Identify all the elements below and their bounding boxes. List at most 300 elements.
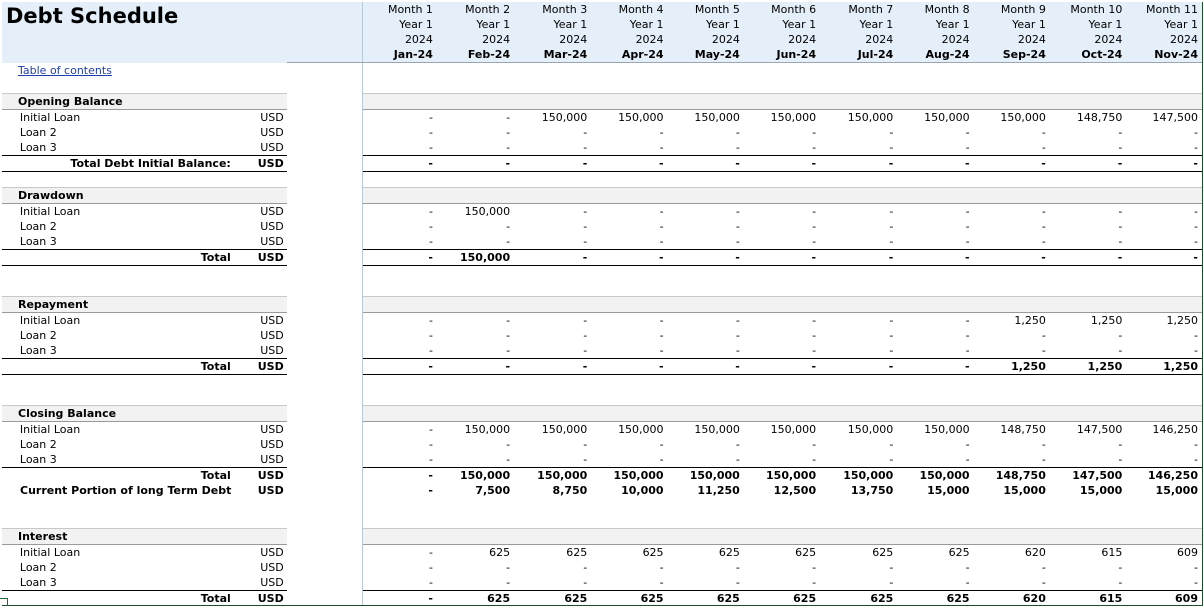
empty-cell[interactable]	[744, 390, 820, 406]
value-cell[interactable]: -	[1041, 344, 1046, 357]
value-cell[interactable]: -	[889, 438, 894, 451]
empty-cell[interactable]	[591, 297, 667, 313]
value-cell[interactable]: -	[812, 561, 817, 574]
empty-cell[interactable]	[668, 498, 744, 513]
empty-cell[interactable]	[1126, 281, 1202, 297]
empty-cell[interactable]	[362, 498, 437, 513]
empty-cell[interactable]	[362, 63, 437, 79]
value-cell[interactable]: -	[1194, 438, 1198, 451]
total-value-cell[interactable]: 625	[437, 591, 514, 607]
empty-cell[interactable]	[974, 375, 1050, 391]
empty-cell[interactable]	[591, 513, 667, 529]
total-value-cell[interactable]: -	[974, 156, 1050, 172]
empty-cell[interactable]	[1050, 172, 1126, 188]
value-cell[interactable]: 150,000	[770, 423, 817, 436]
header-date-9[interactable]: Sep-24	[974, 47, 1050, 63]
value-cell[interactable]: 150,000	[541, 423, 588, 436]
total-value-cell[interactable]: 1,250	[974, 359, 1050, 375]
empty-cell[interactable]	[1126, 513, 1202, 529]
value-cell[interactable]: -	[428, 205, 433, 218]
value-cell[interactable]: -	[428, 314, 433, 327]
value-cell[interactable]: -	[1041, 438, 1046, 451]
value-cell[interactable]: -	[428, 546, 433, 559]
total-value-cell[interactable]: 150,000	[437, 250, 514, 266]
empty-cell[interactable]	[362, 281, 437, 297]
value-cell[interactable]: -	[965, 220, 970, 233]
header-year-5[interactable]: Year 1	[668, 17, 744, 32]
empty-cell[interactable]	[362, 94, 437, 110]
empty-cell[interactable]	[897, 94, 973, 110]
empty-cell[interactable]	[514, 513, 591, 529]
value-cell[interactable]: -	[1041, 141, 1046, 154]
empty-cell[interactable]	[744, 188, 820, 204]
value-cell[interactable]: -	[1194, 453, 1198, 466]
value-cell[interactable]: -	[735, 329, 740, 342]
total-value-cell[interactable]: 147,500	[1050, 468, 1126, 484]
value-cell[interactable]: -	[583, 344, 588, 357]
total-value-cell[interactable]: -	[514, 359, 591, 375]
value-cell[interactable]: -	[812, 438, 817, 451]
total-value-cell[interactable]: -	[1126, 250, 1202, 266]
current-portion-value-cell[interactable]: 15,000	[927, 484, 970, 497]
empty-cell[interactable]	[591, 188, 667, 204]
header-month-9[interactable]: Month 9	[974, 2, 1050, 17]
header-year-10[interactable]: Year 1	[1050, 17, 1126, 32]
value-cell[interactable]: 150,000	[847, 423, 894, 436]
empty-cell[interactable]	[974, 297, 1050, 313]
header-month-11[interactable]: Month 11	[1126, 2, 1202, 17]
value-cell[interactable]: -	[965, 344, 970, 357]
empty-cell[interactable]	[820, 375, 897, 391]
empty-cell[interactable]	[974, 513, 1050, 529]
value-cell[interactable]: -	[889, 235, 894, 248]
header-year-7[interactable]: Year 1	[820, 17, 897, 32]
empty-cell[interactable]	[820, 406, 897, 422]
value-cell[interactable]: -	[735, 438, 740, 451]
empty-cell[interactable]	[744, 375, 820, 391]
value-cell[interactable]: -	[1194, 205, 1198, 218]
current-portion-value-cell[interactable]: 7,500	[475, 484, 511, 497]
empty-cell[interactable]	[437, 266, 514, 282]
empty-cell[interactable]	[362, 172, 437, 188]
value-cell[interactable]: -	[1118, 141, 1123, 154]
empty-cell[interactable]	[820, 188, 897, 204]
empty-cell[interactable]	[668, 188, 744, 204]
value-cell[interactable]: -	[812, 141, 817, 154]
header-fy-8[interactable]: 2024	[897, 32, 973, 47]
empty-cell[interactable]	[1050, 63, 1126, 79]
value-cell[interactable]: -	[583, 314, 588, 327]
total-value-cell[interactable]: 150,000	[591, 468, 667, 484]
empty-cell[interactable]	[820, 390, 897, 406]
current-portion-value-cell[interactable]: 15,000	[1155, 484, 1198, 497]
value-cell[interactable]: 615	[1101, 546, 1123, 559]
current-portion-value-cell[interactable]: 12,500	[773, 484, 817, 497]
header-fy-6[interactable]: 2024	[744, 32, 820, 47]
value-cell[interactable]: -	[1041, 453, 1046, 466]
empty-cell[interactable]	[897, 281, 973, 297]
value-cell[interactable]: -	[812, 205, 817, 218]
empty-cell[interactable]	[820, 78, 897, 94]
value-cell[interactable]: -	[812, 453, 817, 466]
empty-cell[interactable]	[744, 266, 820, 282]
header-month-3[interactable]: Month 3	[514, 2, 591, 17]
value-cell[interactable]: -	[812, 235, 817, 248]
empty-cell[interactable]	[668, 281, 744, 297]
empty-cell[interactable]	[591, 375, 667, 391]
value-cell[interactable]: 150,000	[1000, 111, 1046, 124]
value-cell[interactable]: 620	[1024, 546, 1046, 559]
value-cell[interactable]: 150,000	[694, 423, 740, 436]
value-cell[interactable]: -	[735, 235, 740, 248]
empty-cell[interactable]	[437, 406, 514, 422]
empty-cell[interactable]	[437, 188, 514, 204]
empty-cell[interactable]	[514, 281, 591, 297]
empty-cell[interactable]	[514, 78, 591, 94]
total-value-cell[interactable]: 150,000	[820, 468, 897, 484]
value-cell[interactable]: 150,000	[464, 205, 511, 218]
empty-cell[interactable]	[514, 390, 591, 406]
empty-cell[interactable]	[1126, 375, 1202, 391]
total-value-cell[interactable]: 625	[591, 591, 667, 607]
empty-cell[interactable]	[744, 498, 820, 513]
header-fy-10[interactable]: 2024	[1050, 32, 1126, 47]
current-portion-value-cell[interactable]: 13,750	[850, 484, 894, 497]
value-cell[interactable]: -	[1194, 344, 1198, 357]
value-cell[interactable]: -	[583, 141, 588, 154]
value-cell[interactable]: 625	[566, 546, 588, 559]
header-date-4[interactable]: Apr-24	[591, 47, 667, 63]
total-value-cell[interactable]: 148,750	[974, 468, 1050, 484]
value-cell[interactable]: -	[1041, 329, 1046, 342]
header-month-5[interactable]: Month 5	[668, 2, 744, 17]
empty-cell[interactable]	[897, 78, 973, 94]
empty-cell[interactable]	[744, 281, 820, 297]
empty-cell[interactable]	[974, 94, 1050, 110]
value-cell[interactable]: -	[735, 220, 740, 233]
empty-cell[interactable]	[514, 266, 591, 282]
header-date-1[interactable]: Jan-24	[362, 47, 437, 63]
header-month-7[interactable]: Month 7	[820, 2, 897, 17]
empty-cell[interactable]	[744, 297, 820, 313]
empty-cell[interactable]	[1050, 94, 1126, 110]
total-value-cell[interactable]: 620	[974, 591, 1050, 607]
empty-cell[interactable]	[668, 513, 744, 529]
total-value-cell[interactable]: 150,000	[514, 468, 591, 484]
value-cell[interactable]: -	[659, 220, 664, 233]
header-year-9[interactable]: Year 1	[974, 17, 1050, 32]
value-cell[interactable]: 150,000	[541, 111, 588, 124]
value-cell[interactable]: -	[812, 344, 817, 357]
empty-cell[interactable]	[1050, 78, 1126, 94]
value-cell[interactable]: -	[428, 220, 433, 233]
value-cell[interactable]: 150,000	[770, 111, 817, 124]
empty-cell[interactable]	[591, 63, 667, 79]
empty-cell[interactable]	[1050, 513, 1126, 529]
value-cell[interactable]: -	[1194, 126, 1198, 139]
value-cell[interactable]: -	[1041, 220, 1046, 233]
header-year-4[interactable]: Year 1	[591, 17, 667, 32]
header-year-11[interactable]: Year 1	[1126, 17, 1202, 32]
value-cell[interactable]: -	[1118, 329, 1123, 342]
empty-cell[interactable]	[437, 529, 514, 545]
value-cell[interactable]: -	[1118, 220, 1123, 233]
value-cell[interactable]: -	[583, 576, 588, 589]
current-portion-value-cell[interactable]: 15,000	[1003, 484, 1046, 497]
total-value-cell[interactable]: -	[1050, 156, 1126, 172]
header-fy-2[interactable]: 2024	[437, 32, 514, 47]
empty-cell[interactable]	[744, 78, 820, 94]
value-cell[interactable]: -	[428, 111, 433, 124]
header-date-7[interactable]: Jul-24	[820, 47, 897, 63]
empty-cell[interactable]	[974, 63, 1050, 79]
empty-cell[interactable]	[897, 297, 973, 313]
empty-cell[interactable]	[974, 406, 1050, 422]
value-cell[interactable]: -	[812, 576, 817, 589]
header-month-10[interactable]: Month 10	[1050, 2, 1126, 17]
header-fy-4[interactable]: 2024	[591, 32, 667, 47]
empty-cell[interactable]	[897, 266, 973, 282]
total-value-cell[interactable]: -	[897, 250, 973, 266]
header-year-1[interactable]: Year 1	[362, 17, 437, 32]
value-cell[interactable]: -	[428, 453, 433, 466]
value-cell[interactable]: 150,000	[618, 423, 664, 436]
header-date-11[interactable]: Nov-24	[1126, 47, 1202, 63]
value-cell[interactable]: -	[889, 344, 894, 357]
value-cell[interactable]: -	[1041, 576, 1046, 589]
value-cell[interactable]: -	[506, 438, 511, 451]
value-cell[interactable]: -	[812, 329, 817, 342]
header-fy-5[interactable]: 2024	[668, 32, 744, 47]
empty-cell[interactable]	[1050, 390, 1126, 406]
value-cell[interactable]: -	[735, 126, 740, 139]
empty-cell[interactable]	[744, 172, 820, 188]
empty-cell[interactable]	[514, 406, 591, 422]
header-date-2[interactable]: Feb-24	[437, 47, 514, 63]
empty-cell[interactable]	[974, 390, 1050, 406]
total-value-cell[interactable]: -	[744, 359, 820, 375]
value-cell[interactable]: -	[889, 141, 894, 154]
value-cell[interactable]: -	[1118, 205, 1123, 218]
header-year-8[interactable]: Year 1	[897, 17, 973, 32]
header-month-6[interactable]: Month 6	[744, 2, 820, 17]
value-cell[interactable]: -	[659, 141, 664, 154]
value-cell[interactable]: -	[583, 561, 588, 574]
value-cell[interactable]: 147,500	[1076, 423, 1123, 436]
value-cell[interactable]: -	[428, 329, 433, 342]
value-cell[interactable]: -	[735, 314, 740, 327]
empty-cell[interactable]	[514, 529, 591, 545]
value-cell[interactable]: -	[965, 235, 970, 248]
total-value-cell[interactable]: -	[820, 359, 897, 375]
empty-cell[interactable]	[668, 78, 744, 94]
value-cell[interactable]: -	[583, 126, 588, 139]
empty-cell[interactable]	[591, 266, 667, 282]
value-cell[interactable]: -	[583, 453, 588, 466]
empty-cell[interactable]	[1126, 78, 1202, 94]
empty-cell[interactable]	[1050, 529, 1126, 545]
header-fy-1[interactable]: 2024	[362, 32, 437, 47]
value-cell[interactable]: -	[428, 141, 433, 154]
empty-cell[interactable]	[591, 498, 667, 513]
value-cell[interactable]: -	[659, 329, 664, 342]
empty-cell[interactable]	[1126, 390, 1202, 406]
empty-cell[interactable]	[1126, 172, 1202, 188]
value-cell[interactable]: -	[889, 453, 894, 466]
value-cell[interactable]: -	[735, 205, 740, 218]
header-date-3[interactable]: Mar-24	[514, 47, 591, 63]
empty-cell[interactable]	[1126, 406, 1202, 422]
total-value-cell[interactable]: 625	[820, 591, 897, 607]
total-value-cell[interactable]: -	[591, 156, 667, 172]
total-value-cell[interactable]: -	[591, 359, 667, 375]
value-cell[interactable]: -	[506, 111, 511, 124]
empty-cell[interactable]	[668, 63, 744, 79]
current-portion-value-cell[interactable]: 11,250	[697, 484, 740, 497]
value-cell[interactable]: -	[965, 453, 970, 466]
value-cell[interactable]: -	[428, 235, 433, 248]
value-cell[interactable]: -	[1041, 561, 1046, 574]
value-cell[interactable]: 625	[718, 546, 740, 559]
value-cell[interactable]: -	[1041, 235, 1046, 248]
value-cell[interactable]: -	[889, 205, 894, 218]
value-cell[interactable]: 625	[948, 546, 970, 559]
value-cell[interactable]: -	[506, 329, 511, 342]
current-portion-value-cell[interactable]: 8,750	[552, 484, 588, 497]
header-date-5[interactable]: May-24	[668, 47, 744, 63]
total-value-cell[interactable]: 609	[1126, 591, 1202, 607]
value-cell[interactable]: -	[583, 205, 588, 218]
empty-cell[interactable]	[744, 63, 820, 79]
value-cell[interactable]: -	[1041, 126, 1046, 139]
value-cell[interactable]: 150,000	[847, 111, 894, 124]
value-cell[interactable]: -	[659, 561, 664, 574]
empty-cell[interactable]	[514, 188, 591, 204]
total-value-cell[interactable]: -	[362, 250, 437, 266]
value-cell[interactable]: -	[965, 314, 970, 327]
value-cell[interactable]: -	[659, 576, 664, 589]
empty-cell[interactable]	[437, 172, 514, 188]
value-cell[interactable]: -	[583, 329, 588, 342]
empty-cell[interactable]	[1050, 281, 1126, 297]
total-value-cell[interactable]: -	[437, 359, 514, 375]
value-cell[interactable]: -	[506, 141, 511, 154]
empty-cell[interactable]	[668, 529, 744, 545]
header-year-2[interactable]: Year 1	[437, 17, 514, 32]
value-cell[interactable]: 625	[795, 546, 817, 559]
value-cell[interactable]: -	[659, 438, 664, 451]
total-value-cell[interactable]: 615	[1050, 591, 1126, 607]
current-portion-value-cell[interactable]: 15,000	[1079, 484, 1123, 497]
empty-cell[interactable]	[974, 498, 1050, 513]
value-cell[interactable]: 625	[489, 546, 511, 559]
empty-cell[interactable]	[897, 513, 973, 529]
total-value-cell[interactable]: -	[362, 591, 437, 607]
value-cell[interactable]: -	[1194, 561, 1198, 574]
empty-cell[interactable]	[668, 390, 744, 406]
value-cell[interactable]: -	[506, 235, 511, 248]
value-cell[interactable]: -	[1118, 235, 1123, 248]
empty-cell[interactable]	[1050, 266, 1126, 282]
header-month-1[interactable]: Month 1	[362, 2, 437, 17]
empty-cell[interactable]	[668, 94, 744, 110]
empty-cell[interactable]	[744, 513, 820, 529]
empty-cell[interactable]	[820, 266, 897, 282]
total-value-cell[interactable]: 625	[744, 591, 820, 607]
empty-cell[interactable]	[437, 375, 514, 391]
value-cell[interactable]: -	[428, 126, 433, 139]
value-cell[interactable]: -	[583, 220, 588, 233]
total-value-cell[interactable]: 150,000	[437, 468, 514, 484]
empty-cell[interactable]	[897, 498, 973, 513]
total-value-cell[interactable]: -	[668, 250, 744, 266]
total-value-cell[interactable]: 150,000	[744, 468, 820, 484]
value-cell[interactable]: 150,000	[464, 423, 511, 436]
total-value-cell[interactable]: -	[668, 359, 744, 375]
value-cell[interactable]: -	[735, 141, 740, 154]
value-cell[interactable]: -	[428, 561, 433, 574]
value-cell[interactable]: -	[812, 314, 817, 327]
value-cell[interactable]: -	[1194, 235, 1198, 248]
empty-cell[interactable]	[1126, 188, 1202, 204]
value-cell[interactable]: -	[506, 576, 511, 589]
empty-cell[interactable]	[668, 406, 744, 422]
table-of-contents-link[interactable]: Table of contents	[18, 63, 112, 77]
header-date-6[interactable]: Jun-24	[744, 47, 820, 63]
empty-cell[interactable]	[362, 513, 437, 529]
empty-cell[interactable]	[591, 172, 667, 188]
empty-cell[interactable]	[820, 513, 897, 529]
total-value-cell[interactable]: 625	[514, 591, 591, 607]
value-cell[interactable]: -	[812, 220, 817, 233]
total-value-cell[interactable]: -	[668, 156, 744, 172]
empty-cell[interactable]	[1126, 297, 1202, 313]
empty-cell[interactable]	[820, 63, 897, 79]
empty-cell[interactable]	[362, 529, 437, 545]
value-cell[interactable]: 609	[1177, 546, 1198, 559]
empty-cell[interactable]	[668, 172, 744, 188]
value-cell[interactable]: -	[428, 576, 433, 589]
value-cell[interactable]: -	[1194, 329, 1198, 342]
total-value-cell[interactable]: 625	[897, 591, 973, 607]
value-cell[interactable]: -	[889, 220, 894, 233]
value-cell[interactable]: -	[965, 438, 970, 451]
value-cell[interactable]: -	[812, 126, 817, 139]
total-value-cell[interactable]: -	[362, 359, 437, 375]
header-year-6[interactable]: Year 1	[744, 17, 820, 32]
value-cell[interactable]: -	[506, 561, 511, 574]
empty-cell[interactable]	[897, 529, 973, 545]
total-value-cell[interactable]: -	[514, 156, 591, 172]
header-month-8[interactable]: Month 8	[897, 2, 973, 17]
value-cell[interactable]: -	[1118, 438, 1123, 451]
empty-cell[interactable]	[437, 390, 514, 406]
total-value-cell[interactable]: -	[362, 156, 437, 172]
value-cell[interactable]: -	[965, 561, 970, 574]
empty-cell[interactable]	[362, 266, 437, 282]
value-cell[interactable]: -	[889, 561, 894, 574]
empty-cell[interactable]	[897, 188, 973, 204]
value-cell[interactable]: 148,750	[1076, 111, 1123, 124]
total-value-cell[interactable]: -	[897, 359, 973, 375]
value-cell[interactable]: 150,000	[694, 111, 740, 124]
value-cell[interactable]: -	[506, 220, 511, 233]
value-cell[interactable]: -	[659, 453, 664, 466]
empty-cell[interactable]	[514, 297, 591, 313]
empty-cell[interactable]	[744, 529, 820, 545]
total-value-cell[interactable]: -	[897, 156, 973, 172]
value-cell[interactable]: -	[659, 126, 664, 139]
